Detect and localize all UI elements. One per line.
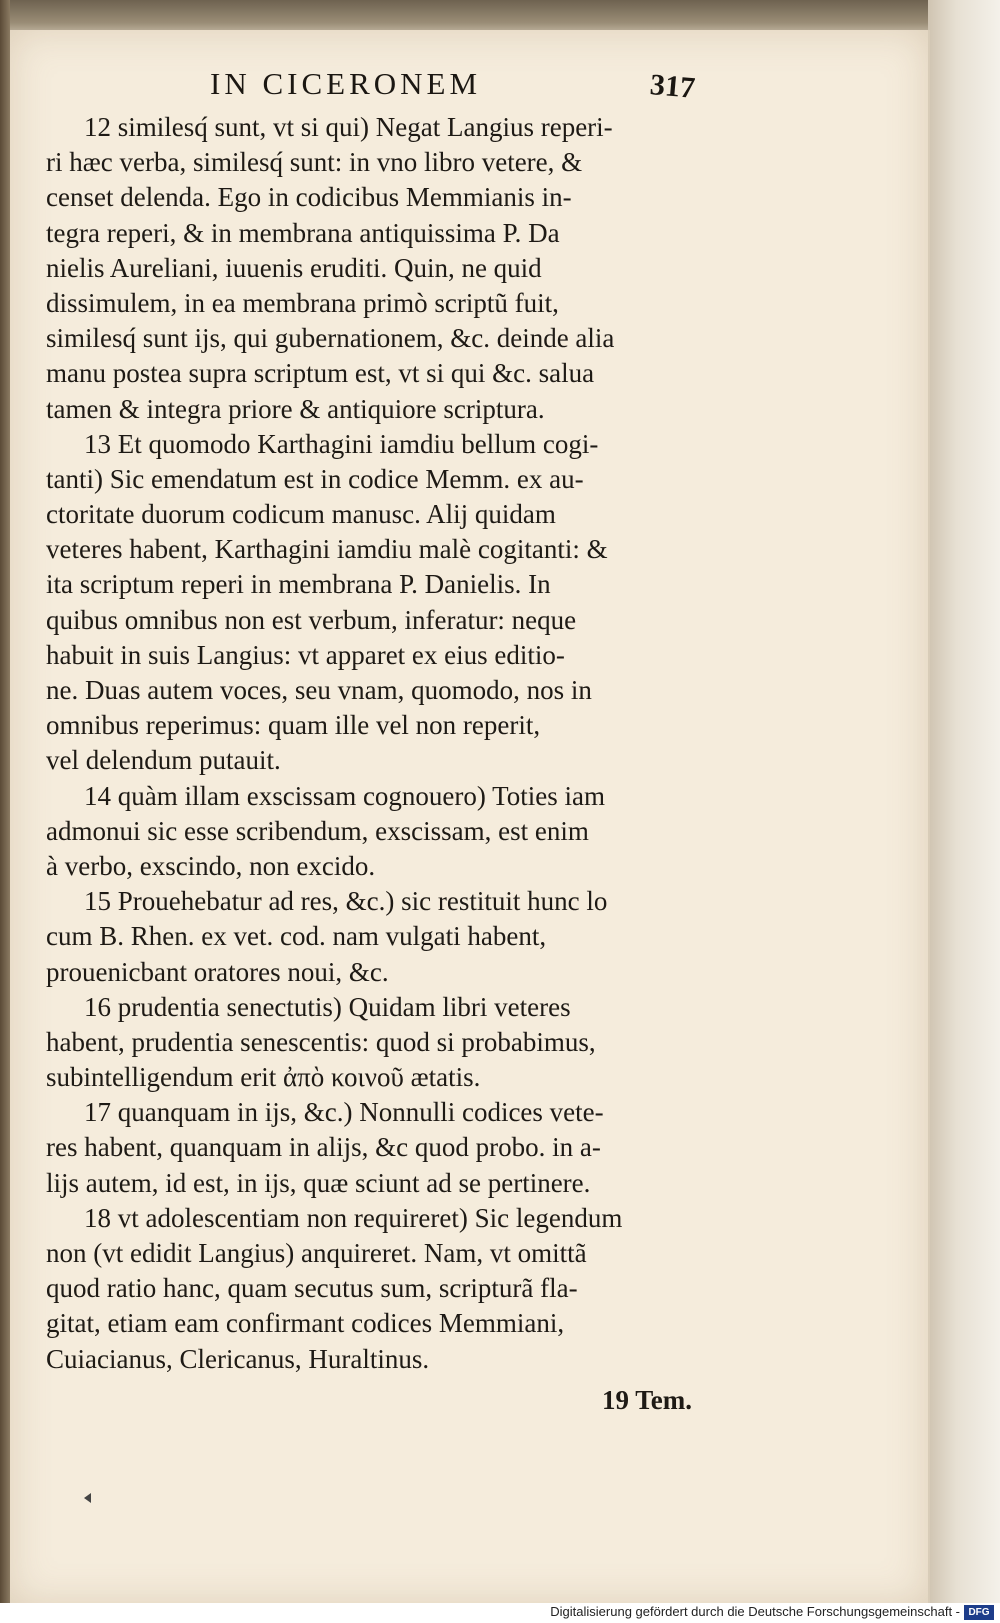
- text-line: 18 vt adolescentiam non requireret) Sic legendum: [84, 1202, 623, 1233]
- book-fore-edge: [928, 0, 1000, 1623]
- text-line: vel delendum putauit.: [46, 745, 281, 776]
- text-line: prouenicbant oratores noui, &c.: [46, 956, 389, 987]
- text-line: omnibus reperimus: quam ille vel non reperit,: [46, 710, 541, 741]
- text-line: non (vt edidit Langius) anquireret. Nam, vt omittã: [46, 1238, 587, 1268]
- text-line: res habent, quanquam in alijs, &c quod probo. in a-: [46, 1132, 601, 1163]
- text-line: subintelligendum erit ἀπὸ κοινοῦ ætatis.: [46, 1062, 481, 1093]
- text-line: Cuiacianus, Clericanus, Huraltinus.: [46, 1343, 430, 1374]
- text-line: nielis Aureliani, iuuenis eruditi. Quin, ne quid: [46, 252, 542, 283]
- book-spine-edge: [0, 0, 10, 1623]
- book-page: [10, 30, 930, 1605]
- page-number: 317: [648, 68, 697, 105]
- text-line: tamen & integra priore & antiquiore scriptura.: [46, 393, 545, 424]
- text-line: similesq́ sunt ijs, qui gubernationem, &c. deinde alia: [46, 323, 615, 354]
- text-line: cum B. Rhen. ex vet. cod. nam vulgati habent,: [46, 921, 547, 952]
- text-line: tanti) Sic emendatum est in codice Memm. ex au-: [46, 463, 584, 494]
- text-line: 14 quàm illam exscissam cognouero) Toties iam: [84, 780, 606, 811]
- text-line: 17 quanquam in ijs, &c.) Nonnulli codices vete-: [84, 1097, 604, 1128]
- text-line: habuit in suis Langius: vt apparet ex eius editio-: [46, 639, 565, 670]
- text-line: 13 Et quomodo Karthagini iamdiu bellum cogi-: [84, 428, 599, 459]
- text-line: 16 prudentia senectutis) Quidam libri veteres: [84, 991, 571, 1022]
- text-line: tegra reperi, & in membrana antiquissima P. Da: [46, 217, 560, 248]
- text-line: censet delenda. Ego in codicibus Memmianis in-: [46, 182, 572, 213]
- text-line: lijs autem, id est, in ijs, quæ sciunt ad se pertinere.: [46, 1167, 591, 1198]
- catchword: 19 Tem.: [601, 1384, 692, 1415]
- text-line: quod ratio hanc, quam secutus sum, scripturã fla-: [46, 1273, 578, 1304]
- dfg-logo: DFG: [964, 1605, 994, 1620]
- running-title: IN CICERONEM: [210, 66, 482, 101]
- text-line: dissimulem, in ea membrana primò scriptũ fuit,: [46, 287, 559, 318]
- text-line: ctoritate duorum codicum manusc. Alij quidam: [46, 499, 556, 530]
- text-line: admonui sic esse scribendum, exscissam, est enim: [46, 815, 589, 846]
- text-line: 12 similesq́ sunt, vt si qui) Negat Langius reperi-: [84, 112, 613, 142]
- text-line: manu postea supra scriptum est, vt si qui &c. salua: [46, 358, 595, 389]
- text-block: [46, 110, 704, 1418]
- text-line: 15 Prouehebatur ad res, &c.) sic restituit hunc lo: [84, 886, 608, 917]
- margin-mark-icon: [84, 1493, 91, 1503]
- text-line: habent, prudentia senescentis: quod si probabimus,: [46, 1026, 596, 1057]
- footer-credit: Digitalisierung gefördert durch die Deutsche Forschungsgemeinschaft -: [550, 1604, 960, 1619]
- digitization-footer: [0, 1603, 1000, 1623]
- text-line: ri hæc verba, similesq́ sunt: in vno libro vetere, &: [46, 147, 583, 178]
- text-line: ne. Duas autem voces, seu vnam, quomodo, nos in: [46, 675, 592, 705]
- text-line: ita scriptum reperi in membrana P. Danielis. In: [46, 569, 551, 600]
- text-line: quibus omnibus non est verbum, inferatur: neque: [46, 604, 577, 635]
- text-line: gitat, etiam eam confirmant codices Memmiani,: [46, 1308, 565, 1339]
- text-line: à verbo, exscindo, non excido.: [46, 850, 376, 881]
- text-line: veteres habent, Karthagini iamdiu malè cogitanti: &: [46, 534, 608, 565]
